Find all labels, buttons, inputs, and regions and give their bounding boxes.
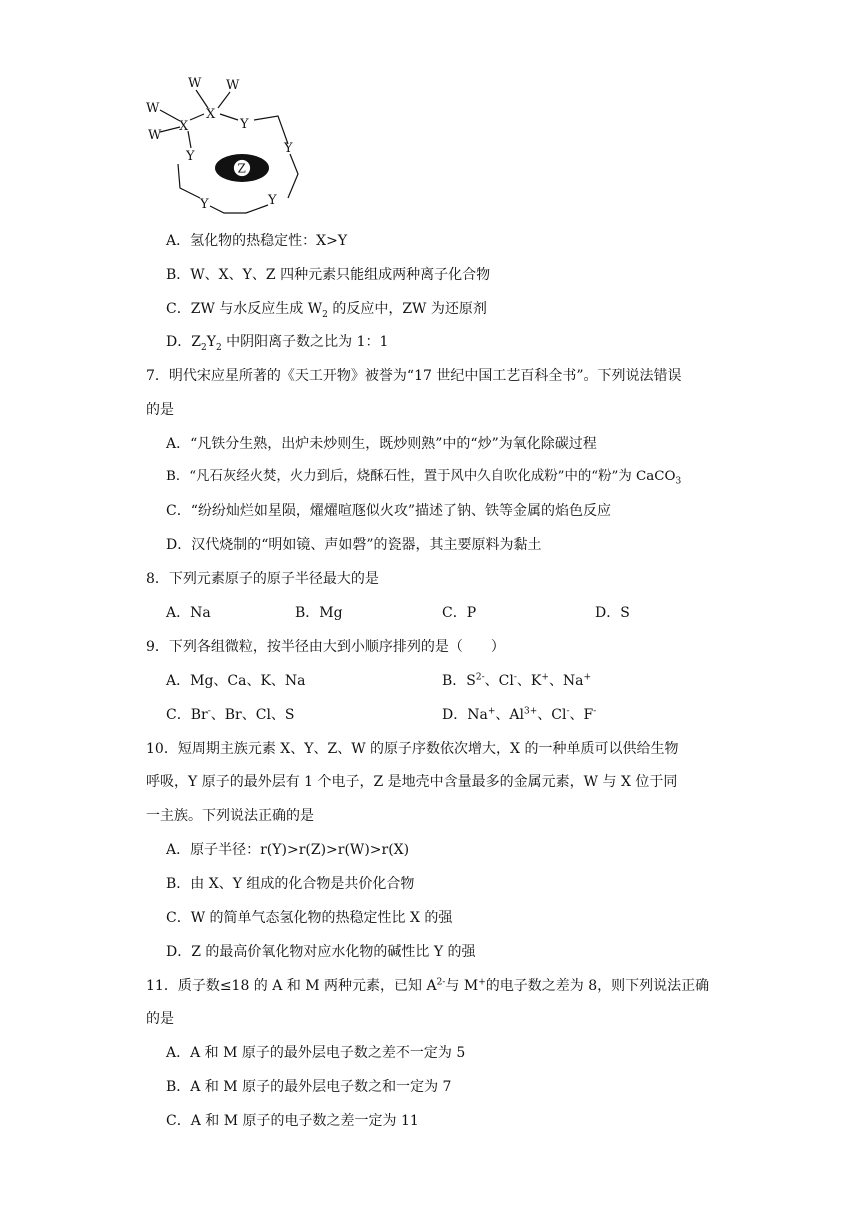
- q9-option-b: [442, 671, 591, 691]
- option-text: 中阴阳离子数之比为 1：1: [221, 334, 389, 350]
- q9-option-c: [166, 705, 295, 725]
- option-key: B．: [166, 267, 191, 283]
- q11-option-c: C．A 和 M 原子的电子数之差一定为 11: [166, 1113, 419, 1129]
- superscript: +: [583, 672, 592, 683]
- q8-option-b: B．Mg: [295, 605, 343, 621]
- q8-option-d: D．S: [595, 605, 630, 621]
- ion: 、F: [569, 707, 594, 723]
- option-text: 的反应中，ZW 为还原剂: [327, 301, 487, 317]
- atom-label: W: [226, 78, 240, 93]
- bond: [188, 131, 191, 148]
- q7-stem-line1: 7．明代宋应星所著的《天工开物》被誉为“17 世纪中国工艺百科全书”。下列说法错误: [146, 368, 682, 384]
- option-text: 、Br、Cl、S: [210, 707, 295, 723]
- q8-option-c: C．P: [442, 605, 477, 621]
- option-key: D．: [166, 334, 192, 350]
- stem-text: 11．质子数≤18 的 A 和 M 两种元素，已知 A: [146, 978, 437, 994]
- q9-option-a: A．Mg、Ca、K、Na: [166, 673, 306, 689]
- q11-option-b: B．A 和 M 原子的最外层电子数之和一定为 7: [166, 1079, 452, 1095]
- atom-label: Y: [284, 141, 293, 156]
- q6-option-a: [166, 231, 347, 251]
- bond: [218, 92, 230, 108]
- ion: Na: [467, 707, 488, 723]
- ion: S: [466, 673, 476, 689]
- option-key: A．: [166, 233, 191, 249]
- atom-label: W: [146, 101, 160, 116]
- q7-option-a: A．“凡铁分生熟，出炉未炒则生，既炒则熟”中的“炒”为氧化除碳过程: [166, 436, 597, 452]
- ring-bond: [288, 154, 298, 198]
- q10-option-a: A．原子半径：r(Y)>r(Z)>r(W)>r(X): [166, 842, 410, 858]
- atom-label: Z: [237, 161, 246, 176]
- q11-option-a: A．A 和 M 原子的最外层电子数之差不一定为 5: [166, 1045, 466, 1061]
- q9-option-d: [442, 705, 596, 725]
- q10-stem-line1: 10．短周期主族元素 X、Y、Z、W 的原子序数依次增大，X 的一种单质可以供给生物: [146, 741, 679, 757]
- q7-option-c: C．“纷纷灿烂如星陨，燿燿喧豗似火攻”描述了钠、铁等金属的焰色反应: [166, 503, 612, 519]
- q10-option-d: D．Z 的最高价氧化物对应水化物的碱性比 Y 的强: [166, 944, 476, 960]
- bond: [220, 114, 238, 120]
- atom-label: Y: [200, 197, 209, 212]
- stem-text: 与 M: [445, 978, 479, 994]
- ion: 、Al: [495, 707, 524, 723]
- bond: [190, 114, 204, 120]
- ring-bond: [178, 164, 200, 198]
- superscript: 3+: [523, 706, 538, 717]
- bond: [160, 127, 180, 132]
- formula: Z: [191, 334, 201, 350]
- atom-label: W: [148, 128, 162, 143]
- q6-option-b: [166, 265, 490, 285]
- q7-option-b: [166, 467, 681, 487]
- option-text: 氢化物的热稳定性：X>Y: [190, 233, 348, 249]
- atom-label: Y: [186, 149, 195, 164]
- option-key: C．: [166, 707, 191, 723]
- superscript: +: [478, 977, 486, 988]
- ion: 、Na: [548, 673, 584, 689]
- formula: Y: [206, 334, 216, 350]
- atom-label: Y: [240, 117, 249, 132]
- subscript: 2: [215, 342, 222, 353]
- superscript: +: [487, 706, 496, 717]
- subscript: 2: [200, 342, 207, 353]
- crown-ether-diagram: [138, 70, 318, 230]
- q7-stem-line2: 的是: [146, 402, 174, 418]
- option-key: D．: [442, 707, 468, 723]
- q11-stem-line2: 的是: [146, 1011, 174, 1027]
- q10-stem-line3: 一主族。下列说法正确的是: [146, 808, 314, 824]
- superscript: -: [513, 672, 517, 683]
- atom-label: X: [206, 107, 216, 122]
- q10-option-b: B．由 X、Y 组成的化合物是共价化合物: [166, 876, 415, 892]
- q10-stem-line2: 呼吸，Y 原子的最外层有 1 个电子，Z 是地壳中含量最多的金属元素，W 与 X 位于同: [146, 774, 678, 790]
- q8-stem: 8．下列元素原子的原子半径最大的是: [146, 571, 379, 587]
- subscript: 3: [675, 476, 682, 487]
- stem-text: 的电子数之差为 8，则下列说法正确: [485, 978, 710, 994]
- superscript: -: [593, 706, 597, 717]
- option-key: C．: [166, 301, 191, 317]
- q10-option-c: C．W 的简单气态氢化物的热稳定性比 X 的强: [166, 910, 453, 926]
- superscript: 2-: [475, 672, 485, 683]
- q7-option-d: D．汉代烧制的“明如镜、声如磬”的瓷器，其主要原料为黏土: [166, 537, 542, 553]
- option-key: B．: [442, 673, 467, 689]
- q9-stem: 9．下列各组微粒，按半径由大到小顺序排列的是（ ）: [146, 639, 505, 655]
- q6-option-d: [166, 332, 388, 352]
- atom-label: W: [188, 76, 202, 91]
- q8-option-a: A．Na: [166, 605, 211, 621]
- superscript: -: [566, 706, 570, 717]
- superscript: 2-: [436, 977, 446, 988]
- option-text: ZW 与水反应生成 W: [190, 301, 323, 317]
- ion: Br: [190, 707, 208, 723]
- atom-label: Y: [268, 193, 277, 208]
- ion: 、K: [516, 673, 542, 689]
- option-text: W、X、Y、Z 四种元素只能组成两种离子化合物: [190, 267, 491, 283]
- ring-bond: [254, 116, 288, 144]
- ion: 、Cl: [537, 707, 567, 723]
- superscript: +: [541, 672, 549, 683]
- ion: 、Cl: [484, 673, 514, 689]
- bond: [196, 90, 208, 108]
- subscript: 2: [322, 309, 328, 320]
- superscript: -: [207, 706, 211, 717]
- ring-bond: [210, 205, 268, 213]
- bond: [160, 110, 180, 121]
- q6-option-c: [166, 299, 487, 319]
- q11-stem-line1: [146, 976, 709, 996]
- option-text: B．“凡石灰经火焚，火力到后，烧酥石性，置于风中久自吹化成粉”中的“粉”为 CaCO: [166, 469, 676, 484]
- atom-label: X: [179, 119, 189, 134]
